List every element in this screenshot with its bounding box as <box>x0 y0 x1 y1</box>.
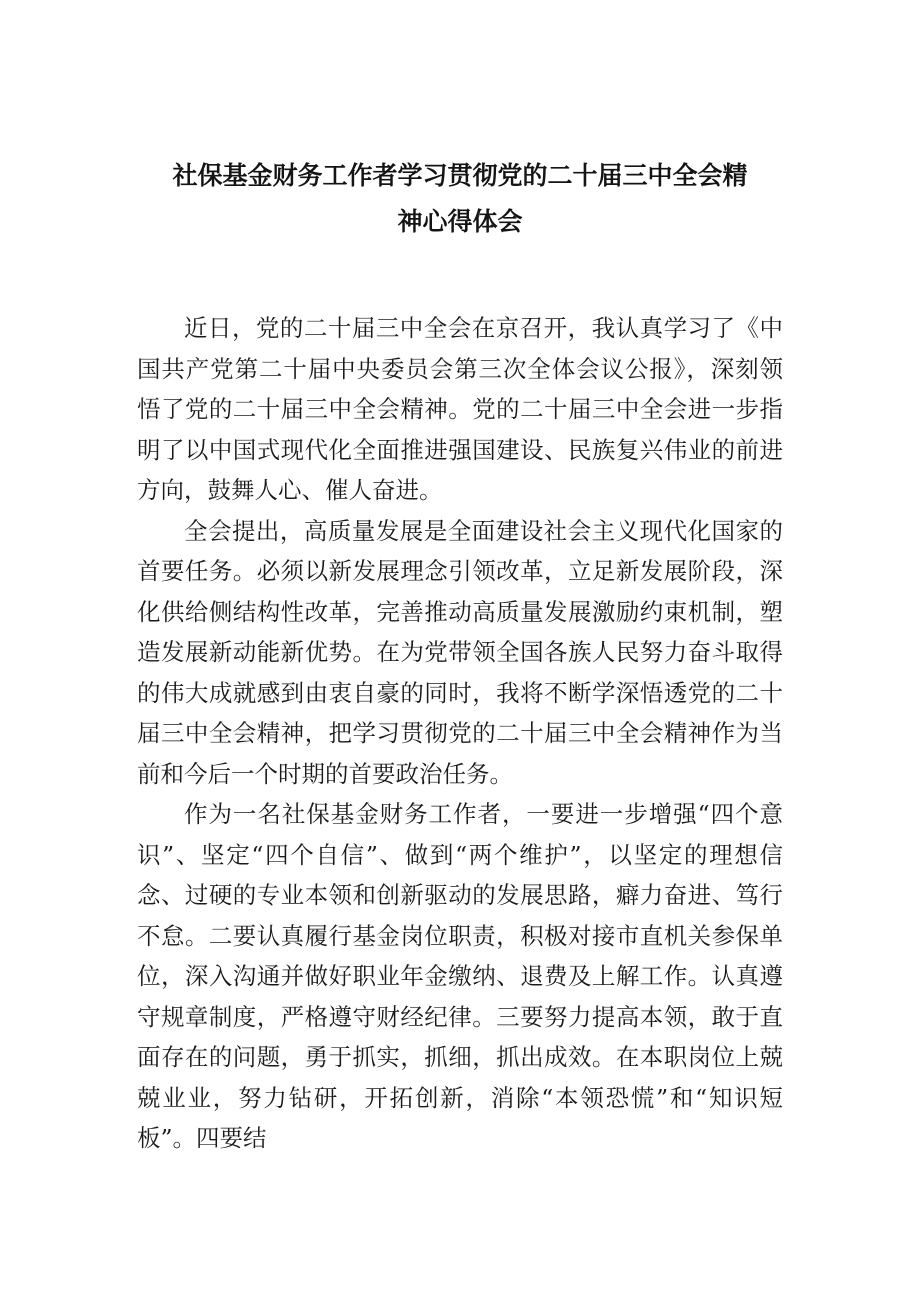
paragraph-1: 近日，党的二十届三中全会在京召开，我认真学习了《中国共产党第二十届中央委员会第三次全体会议公报》，深刻领悟了党的二十届三中全会精神。党的二十届三中全会进一步指明了以中国式现代化全面推进强国建设、民族复兴伟业的前进方向，鼓舞人心、催人奋进。 <box>137 314 783 504</box>
paragraph-3: 作为一名社保基金财务工作者，一要进一步增强“四个意识”、坚定“四个自信”、做到“两个维护”，以坚定的理想信念、过硬的专业本领和创新驱动的发展思路，癖力奋进、笃行不怠。二要认真履行基金岗位职责，积极对接市直机关参保单位，深入沟通并做好职业年金缴纳、退费及上解工作。认真遵守规章制度，严格遵守财经纪律。三要努力提高本领，敢于直面存在的问题，勇于抓实，抓细，抓出成效。在本职岗位上兢兢业业，努力钻研，开拓创新，消除“本领恐慌”和“知识短板”。四要结 <box>137 800 783 1152</box>
title-line-2: 神心得体会 <box>397 207 523 236</box>
document-title <box>120 153 800 245</box>
paragraph-2: 全会提出，高质量发展是全面建设社会主义现代化国家的首要任务。必须以新发展理念引领改革，立足新发展阶段，深化供给侧结构性改革，完善推动高质量发展激励约束机制，塑造发展新动能新优势。在为党带领全国各族人民努力奋斗取得的伟大成就感到由衷自豪的同时，我将不断学深悟透党的二十届三中全会精神，把学习贯彻党的二十届三中全会精神作为当前和今后一个时期的首要政治任务。 <box>137 516 783 788</box>
title-line-1: 社保基金财务工作者学习贯彻党的二十届三中全会精 <box>172 161 748 190</box>
document-body <box>137 308 783 1159</box>
